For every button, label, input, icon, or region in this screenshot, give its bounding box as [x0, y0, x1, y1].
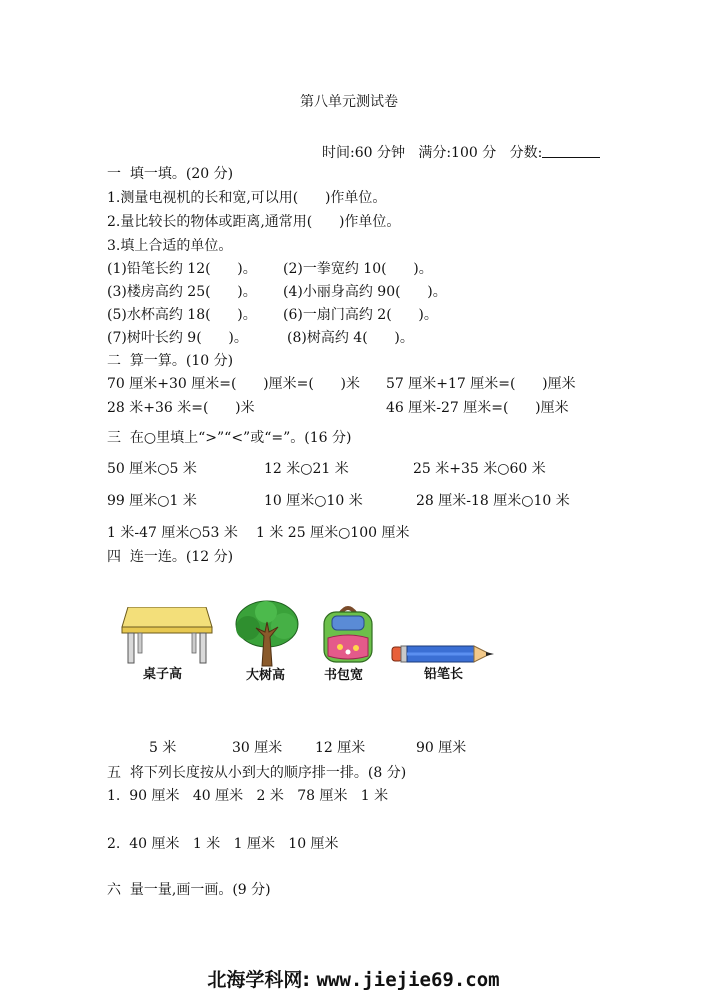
- pencil-label: 铅笔长: [424, 667, 464, 682]
- fill-item: (8)树高约 4( )。: [287, 330, 414, 346]
- backpack-label: 书包宽: [324, 668, 364, 683]
- sort-question-1: 1. 90 厘米 40 厘米 2 米 78 厘米 1 米: [107, 788, 389, 804]
- compare-item: 99 厘米○1 米: [107, 493, 197, 509]
- exam-meta: 时间:60 分钟 满分:100 分 分数:: [322, 145, 543, 161]
- compare-item: 28 厘米-18 厘米○10 米: [416, 493, 570, 509]
- question-1-1: 1.测量电视机的长和宽,可以用( )作单位。: [107, 190, 387, 206]
- tree-label: 大树高: [246, 668, 286, 683]
- fill-item: (3)楼房高约 25( )。: [107, 284, 257, 300]
- compare-item: 10 厘米○10 米: [264, 493, 363, 509]
- question-1-3: 3.填上合适的单位。: [107, 238, 233, 254]
- footer-url[interactable]: www.jiejie69.com: [316, 969, 500, 991]
- fill-item: (2)一拳宽约 10( )。: [283, 261, 433, 277]
- footer-watermark: [0, 965, 707, 992]
- compare-item: 1 米-47 厘米○53 米: [107, 525, 238, 541]
- section-1-heading: 一 填一填。(20 分): [107, 166, 234, 182]
- match-answer: 12 厘米: [315, 740, 366, 756]
- calc-item: 28 米+36 米=( )米: [107, 400, 255, 416]
- question-1-2: 2.量比较长的物体或距离,通常用( )作单位。: [107, 214, 401, 230]
- page-title: 第八单元测试卷: [300, 94, 398, 110]
- fill-item: (1)铅笔长约 12( )。: [107, 261, 257, 277]
- score-blank: [542, 157, 600, 158]
- section-3-heading: 三 在○里填上“>”“<”或“=”。(16 分): [107, 430, 352, 446]
- compare-item: 12 米○21 米: [264, 461, 349, 477]
- calc-item: 46 厘米-27 厘米=( )厘米: [386, 400, 569, 416]
- match-answer: 30 厘米: [232, 740, 283, 756]
- fill-item: (7)树叶长约 9( )。: [107, 330, 248, 346]
- desk-label: 桌子高: [143, 667, 183, 682]
- section-5-heading: 五 将下列长度按从小到大的顺序排一排。(8 分): [107, 765, 407, 781]
- fill-item: (5)水杯高约 18( )。: [107, 307, 257, 323]
- section-6-heading: 六 量一量,画一画。(9 分): [107, 882, 271, 898]
- fill-item: (6)一扇门高约 2( )。: [283, 307, 438, 323]
- tree-picture: [234, 600, 300, 668]
- match-answer: 90 厘米: [416, 740, 467, 756]
- backpack-picture: [318, 604, 378, 666]
- section-4-heading: 四 连一连。(12 分): [107, 549, 234, 565]
- fill-item: (4)小丽身高约 90( )。: [283, 284, 447, 300]
- compare-item: 25 米+35 米○60 米: [413, 461, 546, 477]
- calc-item: 57 厘米+17 厘米=( )厘米: [386, 376, 576, 392]
- desk-picture: [120, 607, 214, 665]
- calc-item: 70 厘米+30 厘米=( )厘米=( )米: [107, 376, 360, 392]
- pencil-picture: [390, 641, 498, 667]
- compare-item: 50 厘米○5 米: [107, 461, 197, 477]
- sort-question-2: 2. 40 厘米 1 米 1 厘米 10 厘米: [107, 836, 339, 852]
- match-answer: 5 米: [149, 740, 177, 756]
- section-2-heading: 二 算一算。(10 分): [107, 353, 234, 369]
- footer-site: 北海学科网:: [207, 969, 310, 991]
- compare-item: 1 米 25 厘米○100 厘米: [256, 525, 410, 541]
